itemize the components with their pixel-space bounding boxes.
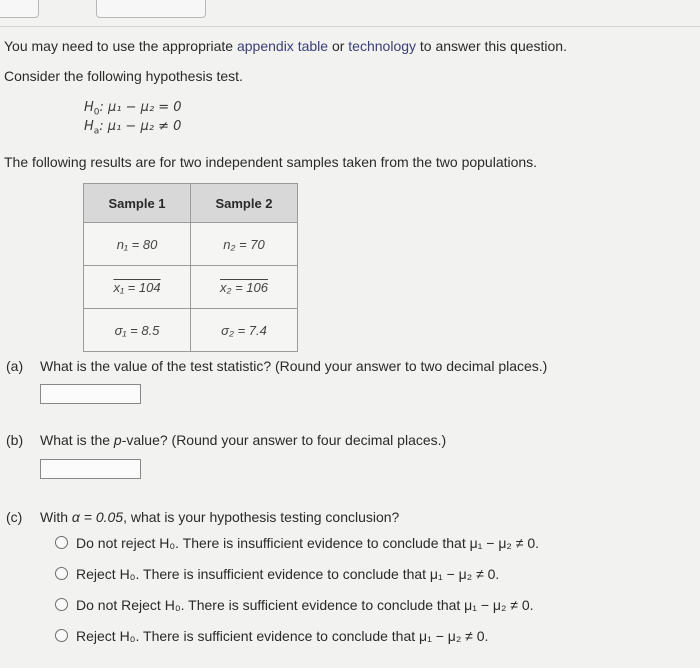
n2-value: n₂ = 70: [223, 236, 265, 252]
top-toolbar: [0, 0, 700, 24]
table-cell: [191, 223, 298, 266]
question-b-text: What is the: [40, 432, 114, 448]
ha-sub: a: [93, 126, 100, 137]
radio-icon[interactable]: [55, 536, 68, 549]
header-sample-1: Sample 1: [84, 184, 191, 223]
p-value-input[interactable]: [40, 459, 141, 479]
header-sample-2: Sample 2: [191, 184, 298, 223]
question-a-text: What is the value of the test statistic? (Round your answer to two decimal places.): [40, 358, 548, 374]
option-1[interactable]: [55, 535, 539, 551]
null-hypothesis: [84, 100, 182, 118]
h0-symbol: H: [84, 100, 94, 115]
table-cell: [191, 266, 298, 309]
sigma2-value: σ₂ = 7.4: [221, 322, 267, 338]
instruction-or: or: [328, 38, 349, 54]
radio-icon[interactable]: [55, 567, 68, 580]
option-2[interactable]: [55, 566, 499, 582]
table-row: [84, 266, 298, 309]
details-button[interactable]: [96, 0, 206, 18]
table-cell: [84, 266, 191, 309]
instruction-text: You may need to use the appropriate: [4, 38, 237, 54]
option-3[interactable]: [55, 597, 534, 613]
radio-icon[interactable]: [55, 598, 68, 611]
ha-symbol: H: [84, 119, 94, 134]
question-b-suffix: -value? (Round your answer to four decimal places.): [121, 432, 447, 448]
question-b-p: p: [113, 432, 122, 448]
table-cell: [84, 309, 191, 352]
table-row: [84, 223, 298, 266]
option-4[interactable]: [55, 628, 488, 644]
table-row: [84, 309, 298, 352]
appendix-table-link[interactable]: appendix table: [236, 38, 329, 54]
question-c-text: With: [40, 509, 72, 525]
table-cell: [191, 309, 298, 352]
option-4-label: Reject H₀. There is sufficient evidence to conclude that μ₁ − μ₂ ≠ 0.: [76, 628, 489, 644]
table-header-row: [84, 184, 298, 223]
alpha-value: α = 0.05: [71, 509, 124, 525]
consider-text: Consider the following hypothesis test.: [4, 68, 243, 84]
header-divider: [0, 26, 700, 27]
question-b-label: (b): [6, 432, 24, 448]
xbar2-value: x₂ = 106: [220, 279, 268, 295]
question-c: [6, 509, 399, 525]
test-statistic-input[interactable]: [40, 384, 141, 404]
xbar1-value: x₁ = 104: [113, 279, 161, 295]
option-1-label: Do not reject H₀. There is insufficient evidence to conclude that μ₁ − μ₂ ≠ 0.: [76, 535, 540, 551]
question-c-label: (c): [6, 509, 23, 525]
question-a: [6, 358, 547, 374]
h0-expression: : μ₁ − μ₂ = 0: [99, 100, 182, 115]
ha-expression: : μ₁ − μ₂ ≠ 0: [99, 119, 182, 134]
sigma1-value: σ₁ = 8.5: [114, 322, 160, 338]
question-c-suffix: , what is your hypothesis testing conclusion?: [123, 509, 400, 525]
radio-icon[interactable]: [55, 629, 68, 642]
h0-sub: 0: [93, 107, 100, 118]
table-cell: [84, 223, 191, 266]
results-text: The following results are for two independent samples taken from the two populations.: [4, 154, 538, 170]
question-b: [6, 432, 446, 448]
n1-value: n₁ = 80: [116, 236, 158, 252]
technology-link[interactable]: technology: [348, 38, 417, 54]
instruction-suffix: to answer this question.: [416, 38, 567, 54]
instruction-line: [4, 38, 567, 54]
sample-table: [83, 183, 298, 352]
option-3-label: Do not Reject H₀. There is sufficient evidence to conclude that μ₁ − μ₂ ≠ 0.: [76, 597, 534, 613]
option-2-label: Reject H₀. There is insufficient evidence to conclude that μ₁ − μ₂ ≠ 0.: [76, 566, 500, 582]
question-a-label: (a): [6, 358, 24, 374]
alternative-hypothesis: [84, 119, 181, 137]
partial-button-left[interactable]: [0, 0, 39, 18]
